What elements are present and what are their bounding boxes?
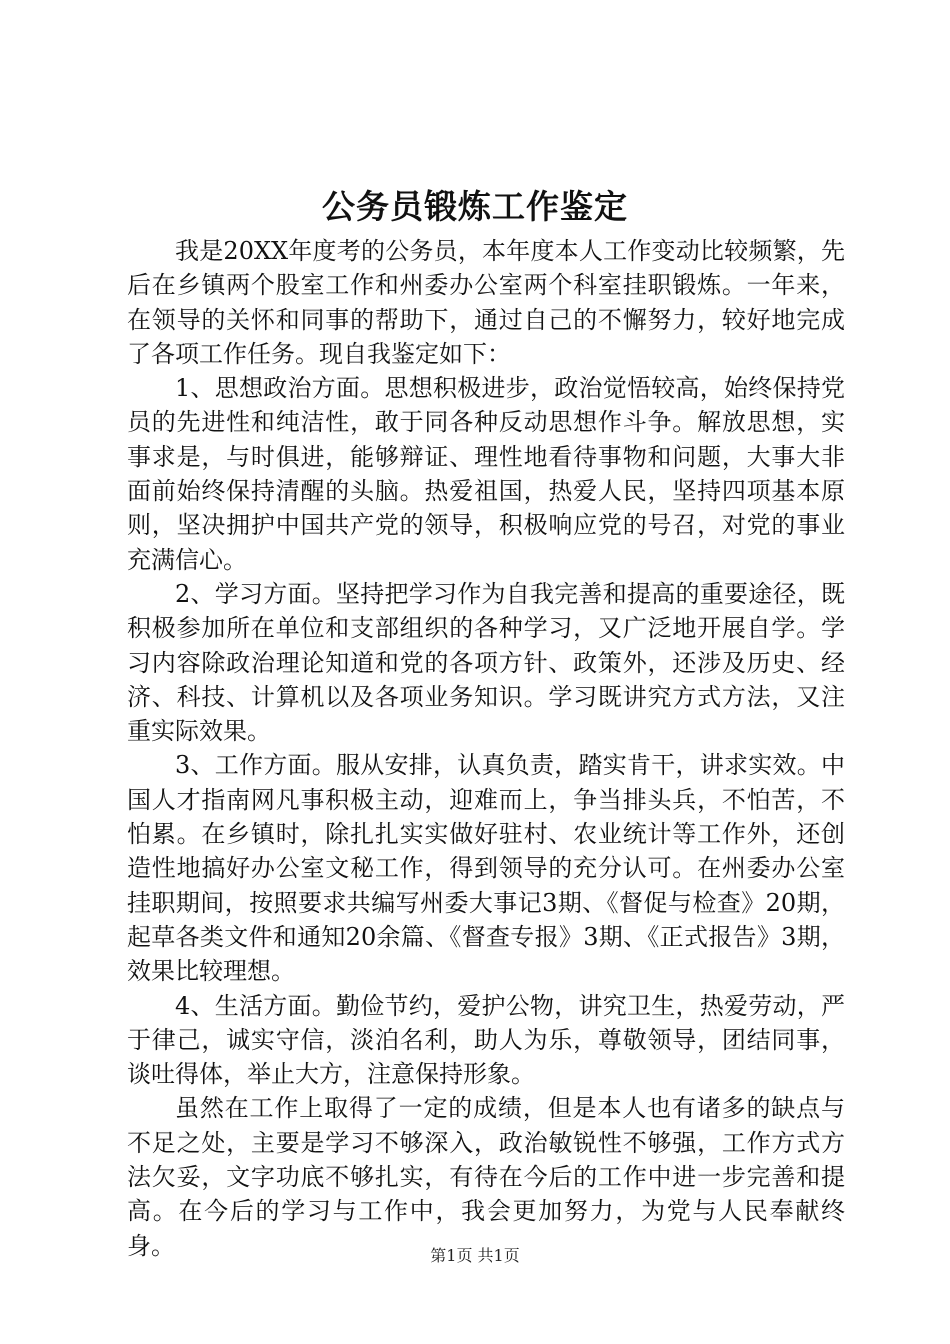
paragraph-study: 2、学习方面。坚持把学习作为自我完善和提高的重要途径，既积极参加所在单位和支部组织的各种学习，又广泛地开展自学。学习内容除政治理论知道和党的各项方针、政策外，还涉及历史、经济、科技、计算机以及各项业务知识。学习既讲究方式方法，又注重实际效果。 [127,579,845,746]
paragraph-conclusion: 虽然在工作上取得了一定的成绩，但是本人也有诸多的缺点与不足之处，主要是学习不够深入，政治敏锐性不够强，工作方式方法欠妥，文字功底不够扎实，有待在今后的工作中进一步完善和提高。在今后的学习与工作中，我会更加努力，为党与人民奉献终身。 [127,1094,845,1260]
document-title: 公务员锻炼工作鉴定 [322,187,628,226]
document-body [127,234,845,1263]
page-footer: 第1页 共1页 [430,1246,520,1265]
paragraph-life: 4、生活方面。勤俭节约，爱护公物，讲究卫生，热爱劳动，严于律己，诚实守信，淡泊名利，助人为乐，尊敬领导，团结同事，谈吐得体，举止大方，注意保持形象。 [127,991,845,1089]
paragraph-work: 3、工作方面。服从安排，认真负责，踏实肯干，讲求实效。中国人才指南网凡事积极主动，迎难而上，争当排头兵，不怕苦，不怕累。在乡镇时，除扎扎实实做好驻村、农业统计等工作外，还创造性地搞好办公室文秘工作，得到领导的充分认可。在州委办公室挂职期间，按照要求共编写州委大事记3期、《督促与检查》20期，起草各类文件和通知20余篇、《督查专报》3期、《正式报告》3期，效果比较理想。 [127,751,845,986]
paragraph-ideology: 1、思想政治方面。思想积极进步，政治觉悟较高，始终保持党员的先进性和纯洁性，敢于同各种反动思想作斗争。解放思想，实事求是，与时俱进，能够辩证、理性地看待事物和问题，大事大非面前始终保持清醒的头脑。热爱祖国，热爱人民，坚持四项基本原则，坚决拥护中国共产党的领导，积极响应党的号召，对党的事业充满信心。 [127,374,845,574]
paragraph-intro: 我是20XX年度考的公务员，本年度本人工作变动比较频繁，先后在乡镇两个股室工作和州委办公室两个科室挂职锻炼。一年来，在领导的关怀和同事的帮助下，通过自己的不懈努力，较好地完成了各项工作任务。现自我鉴定如下： [127,237,845,368]
